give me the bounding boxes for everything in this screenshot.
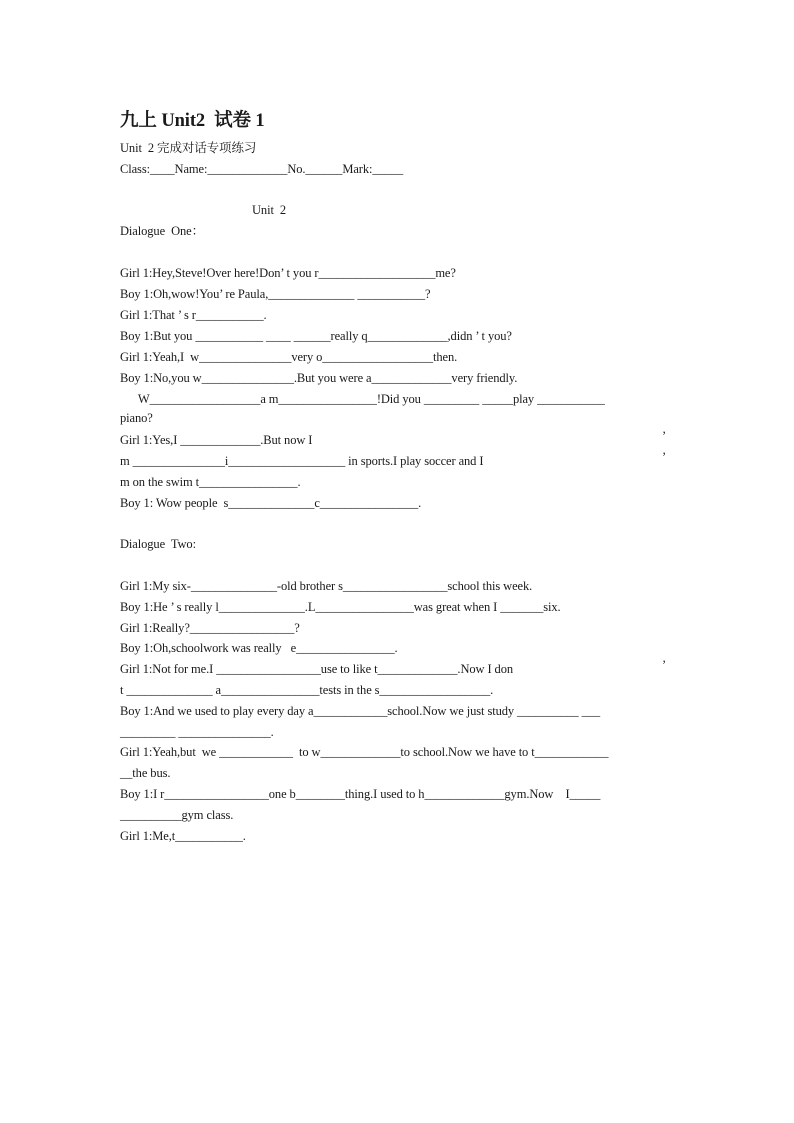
dialogue-line: Girl 1:Yeah,I w_______________very o__________________then. bbox=[120, 350, 458, 364]
dialogue-line: piano? bbox=[120, 411, 153, 425]
dialogue-line: Girl 1:Yeah,but we ____________ to w_____________to school.Now we have to t____________ bbox=[120, 745, 609, 759]
subtitle: Unit 2 完成对话专项练习 bbox=[120, 141, 257, 155]
dialogue-line: Girl 1:Hey,Steve!Over here!Don’ t you r___________________me? bbox=[120, 266, 456, 280]
dialogue-two-heading: Dialogue Two: bbox=[120, 537, 196, 551]
dialogue-line: __the bus. bbox=[120, 766, 171, 780]
apostrophe-mark: ’ bbox=[662, 429, 667, 443]
dialogue-line: __________gym class. bbox=[120, 808, 234, 822]
dialogue-line: m on the swim t________________. bbox=[120, 475, 301, 489]
dialogue-line: Girl 1:Yes,I _____________.But now I bbox=[120, 433, 313, 447]
dialogue-line: Boy 1:But you ___________ ____ ______really q_____________,didn ’ t you? bbox=[120, 329, 512, 343]
dialogue-line: Boy 1:And we used to play every day a____________school.Now we just study __________ ___ bbox=[120, 704, 601, 718]
dialogue-one-heading: Dialogue One： bbox=[120, 224, 204, 238]
dialogue-line: Boy 1:Oh,schoolwork was really e________________. bbox=[120, 641, 398, 655]
dialogue-line: Boy 1:I r_________________one b________thing.I used to h_____________gym.Now I_____ bbox=[120, 787, 601, 801]
dialogue-line: _________ _______________. bbox=[120, 725, 274, 739]
page-title: 九上 Unit2 试卷 1 bbox=[120, 111, 265, 131]
dialogue-line: Girl 1:Really?_________________? bbox=[120, 621, 300, 635]
apostrophe-mark: ’ bbox=[662, 450, 667, 464]
dialogue-line: W__________________a m________________!Did you _________ _____play ___________ bbox=[120, 392, 605, 406]
dialogue-line: Boy 1:He ’ s really l______________.L________________was great when I _______six. bbox=[120, 600, 561, 614]
dialogue-line: Girl 1:Me,t___________. bbox=[120, 829, 246, 843]
unit-label: Unit 2 bbox=[252, 203, 287, 217]
dialogue-line: Boy 1:Oh,wow!You’ re Paula,______________ ___________? bbox=[120, 287, 431, 301]
dialogue-line: m _______________i___________________ in sports.I play soccer and I bbox=[120, 454, 484, 468]
dialogue-line: t ______________ a________________tests in the s__________________. bbox=[120, 683, 494, 697]
dialogue-line: Boy 1: Wow people s______________c________________. bbox=[120, 496, 422, 510]
dialogue-line: Girl 1:That ’ s r___________. bbox=[120, 308, 267, 322]
student-info-line: Class:____Name:_____________No.______Mark:_____ bbox=[120, 162, 404, 176]
dialogue-line: Girl 1:My six-______________-old brother s_________________school this week. bbox=[120, 579, 533, 593]
dialogue-line: Boy 1:No,you w_______________.But you were a_____________very friendly. bbox=[120, 371, 518, 385]
apostrophe-mark: ’ bbox=[662, 658, 667, 672]
dialogue-line: Girl 1:Not for me.I _________________use to like t_____________.Now I don bbox=[120, 662, 514, 676]
